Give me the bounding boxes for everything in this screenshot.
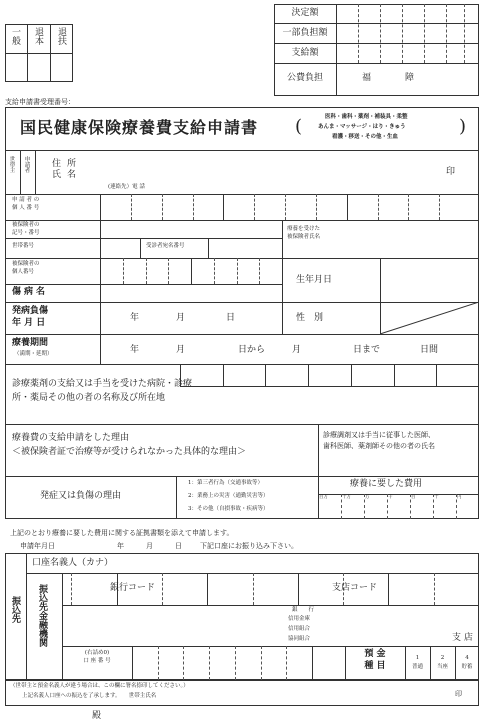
cell-divider — [162, 194, 163, 220]
insured-personal-no-label: 被保険者の 個人番号 — [12, 261, 40, 275]
bank-type-4[interactable]: 協同組合 — [288, 636, 311, 642]
cell-divider — [209, 646, 210, 680]
period-until: 日まで — [353, 345, 381, 355]
applicant-personal-no-cells[interactable] — [100, 194, 470, 220]
reason-label: 療養費の支給申請をした理由 ＜被保険者証で治療等が受けられなかった具体的な理由＞ — [12, 433, 247, 457]
period-sub-label: （満期・延期） — [14, 351, 53, 357]
bank-type-3[interactable]: 信用組合 — [288, 626, 311, 632]
institution-side-label: 振込先金融機関 — [37, 584, 47, 647]
declaration-text: 上記のとおり療養に要した費用に関する証拠書類を添えて申請します。 — [10, 529, 234, 537]
disease-label: 傷病名 — [12, 287, 49, 297]
insured-number-label: 被保険者の 記号・番号 — [12, 222, 40, 236]
cost-unit-label: 円 — [457, 495, 462, 500]
application-day: 日 — [175, 542, 182, 550]
cell-divider — [316, 194, 317, 220]
cell-divider — [214, 258, 215, 284]
cause-option-3[interactable]: 3：その他（自損事故・疾病等） — [188, 506, 269, 512]
insured-number-input[interactable] — [103, 222, 278, 236]
applicant-seal: 印 — [446, 167, 456, 177]
bank-type-1[interactable]: 銀 行 — [292, 607, 315, 613]
title-type-line1: 医科・歯科・薬剤・補装具・柔整 — [325, 114, 408, 120]
cell-divider — [285, 194, 286, 220]
public-burden-fuku: 福 — [362, 73, 372, 83]
cell-divider — [347, 194, 348, 220]
cell-divider — [388, 573, 389, 605]
title-type-line2: あんま・マッサージ・はり・きゅう — [318, 124, 406, 130]
cost-unit-label: 十 — [434, 495, 439, 500]
account-holder-kana-cells[interactable] — [26, 573, 479, 605]
transfer-request-text: 下記口座にお振り込み下さい。 — [200, 542, 298, 550]
cell-divider — [286, 646, 287, 680]
period-month2: 月 — [292, 345, 302, 355]
period-label: 療養期間 — [12, 338, 49, 348]
cell-divider — [191, 258, 192, 284]
bank-name-input[interactable] — [66, 615, 280, 631]
cell-divider — [434, 573, 435, 605]
cell-divider — [71, 573, 72, 605]
cell-divider — [146, 258, 147, 284]
application-date-label: 申請年月日 — [20, 542, 55, 550]
deposit-current[interactable]: 2 当座 — [436, 655, 448, 670]
public-burden-label: 公費負担 — [286, 73, 323, 83]
onset-date-label: 発病負傷 年 月 日 — [12, 306, 49, 328]
dob-label: 生年月日 — [296, 275, 333, 285]
account-holder-label: 口座名義人（カナ） — [32, 558, 114, 568]
treated-insured-name-input[interactable] — [340, 230, 475, 244]
provider-code-cells[interactable] — [180, 364, 479, 386]
partial-burden-label: 一部負担額 — [282, 28, 328, 38]
applicant-side-household: 世帯主 — [8, 156, 15, 173]
cause-label: 発症又は負傷の理由 — [40, 491, 122, 501]
bank-code-label: 銀行コード — [110, 583, 156, 593]
onset-day: 日 — [226, 313, 236, 323]
cell-divider — [253, 573, 254, 605]
category-retired-dependent: 退扶 — [56, 27, 66, 45]
branch-suffix: 支 店 — [452, 633, 473, 643]
provider-label: 診療薬剤の支給又は手当を受けた病院・診療所・薬局その他の者の名称及び所在地 — [12, 379, 193, 404]
cell-divider — [394, 364, 395, 386]
applicant-address-input[interactable] — [100, 152, 440, 166]
cell-divider — [162, 573, 163, 605]
address-label: 住所 — [52, 159, 83, 169]
payment-amount-label: 支給額 — [291, 48, 319, 58]
applicant-name-input[interactable] — [100, 166, 440, 180]
deposit-type-label: 預 金 種 目 — [364, 649, 386, 671]
disease-input[interactable] — [103, 286, 278, 300]
cell-divider — [308, 364, 309, 386]
cost-unit-label: 万 — [365, 495, 370, 500]
period-month: 月 — [176, 345, 186, 355]
sex-label: 性 別 — [296, 313, 324, 323]
sex-diagonal — [380, 302, 479, 334]
branch-code-label: 支店コード — [332, 583, 378, 593]
cost-unit-label: 百 — [411, 495, 416, 500]
cause-option-1[interactable]: 1：第三者行為（交通事故等） — [188, 480, 264, 486]
cell-divider — [168, 258, 169, 284]
recipient-address-no-label: 受診者宛名番号 — [146, 243, 185, 249]
decided-amount-label: 決定額 — [291, 8, 319, 18]
cell-divider — [223, 194, 224, 220]
cell-divider — [235, 646, 236, 680]
title-type-line3: 看護・移送・その他・生血 — [332, 134, 399, 140]
form-title: 国民健康保険療養費支給申請書 — [20, 118, 259, 137]
deposit-ordinary[interactable]: 1 普通 — [411, 655, 423, 670]
cost-unit-label: 千 — [388, 495, 393, 500]
period-year: 年 — [130, 345, 140, 355]
applicant-personal-no-label: 申 請 者 の 個 人 番 号 — [12, 197, 40, 211]
application-month: 月 — [146, 542, 153, 550]
cell-divider — [207, 573, 208, 605]
cell-divider — [439, 194, 440, 220]
account-number-cells[interactable] — [132, 646, 312, 680]
consent-note-2: 上記名義人口座への振込を了承します。 世帯主氏名 — [22, 693, 157, 699]
receipt-number-label: 支給申請書受理番号： — [5, 98, 75, 106]
cell-divider — [265, 364, 266, 386]
applicant-side-applicant: 申請者 — [23, 156, 30, 173]
bank-type-2[interactable]: 信用金庫 — [288, 616, 311, 622]
household-number-label: 世帯番号 — [12, 243, 35, 249]
cell-divider — [408, 194, 409, 220]
cell-divider — [158, 646, 159, 680]
provider-input[interactable] — [184, 392, 474, 416]
insured-personal-no-cells[interactable] — [100, 258, 282, 284]
cell-divider — [298, 573, 299, 605]
branch-name-input[interactable] — [330, 615, 448, 631]
category-general: 一般 — [10, 27, 20, 45]
practitioner-label: 診療調剤又は手当に従事した医師、 歯科医師、薬剤師その他の者の氏名 — [323, 431, 435, 450]
name-label: 氏名 — [52, 170, 83, 180]
cell-divider — [237, 258, 238, 284]
cell-divider — [193, 194, 194, 220]
onset-month: 月 — [176, 313, 186, 323]
treated-insured-name-label: 療養を受けた 被保険者氏名 — [287, 226, 321, 240]
cell-divider — [123, 258, 124, 284]
cost-unit-label: 百万 — [319, 495, 328, 500]
period-from: 日から — [238, 345, 266, 355]
cell-divider — [131, 194, 132, 220]
application-year: 年 — [117, 542, 124, 550]
cell-divider — [436, 364, 437, 386]
deposit-savings[interactable]: 4 貯蓄 — [461, 655, 473, 670]
cause-option-2[interactable]: 2：業務上の災害（通勤災害等） — [188, 493, 269, 499]
cell-divider — [351, 364, 352, 386]
public-burden-sho: 障 — [405, 73, 415, 83]
category-retired-self: 退本 — [33, 27, 43, 45]
onset-year: 年 — [130, 313, 140, 323]
cell-divider — [378, 194, 379, 220]
cost-unit-label: 十万 — [342, 495, 351, 500]
cell-divider — [254, 194, 255, 220]
practitioner-input[interactable] — [322, 456, 474, 472]
cell-divider — [259, 258, 260, 284]
contact-phone-label: (連絡先）電 話 — [108, 184, 145, 190]
bank-side-label: 振込先 — [10, 596, 20, 623]
consent-seal: 印 — [455, 690, 462, 698]
title-open-paren: ( — [295, 116, 303, 137]
cost-label: 療養に要した費用 — [350, 479, 423, 489]
account-number-label: (右詰め0) 口 座 番 号 — [83, 650, 111, 664]
consent-note-1: （世帯主と預金名義人が違う場合は、この欄に署名捺印してください。） — [10, 683, 189, 689]
cost-amount-cells[interactable] — [318, 494, 479, 519]
addressee-suffix: 殿 — [92, 711, 102, 721]
period-days: 日間 — [420, 345, 439, 355]
title-close-paren: ) — [459, 116, 467, 137]
cell-divider — [261, 646, 262, 680]
cell-divider — [183, 646, 184, 680]
cell-divider — [223, 364, 224, 386]
